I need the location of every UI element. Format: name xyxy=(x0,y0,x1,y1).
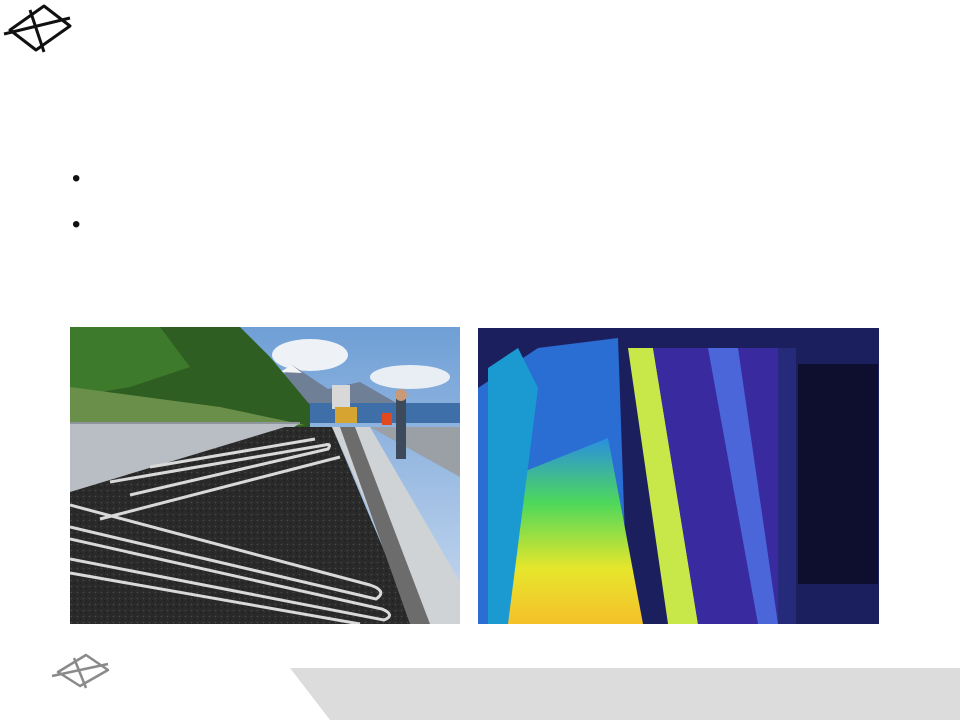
dlr-logo xyxy=(0,0,78,66)
footer-band xyxy=(0,668,960,720)
bullet-item xyxy=(72,165,88,193)
bullet-list xyxy=(72,165,88,257)
road-absorber-photo xyxy=(70,327,460,624)
footer-dlr-logo xyxy=(48,652,120,696)
thermal-image xyxy=(478,328,879,624)
bullet-item xyxy=(72,211,88,239)
